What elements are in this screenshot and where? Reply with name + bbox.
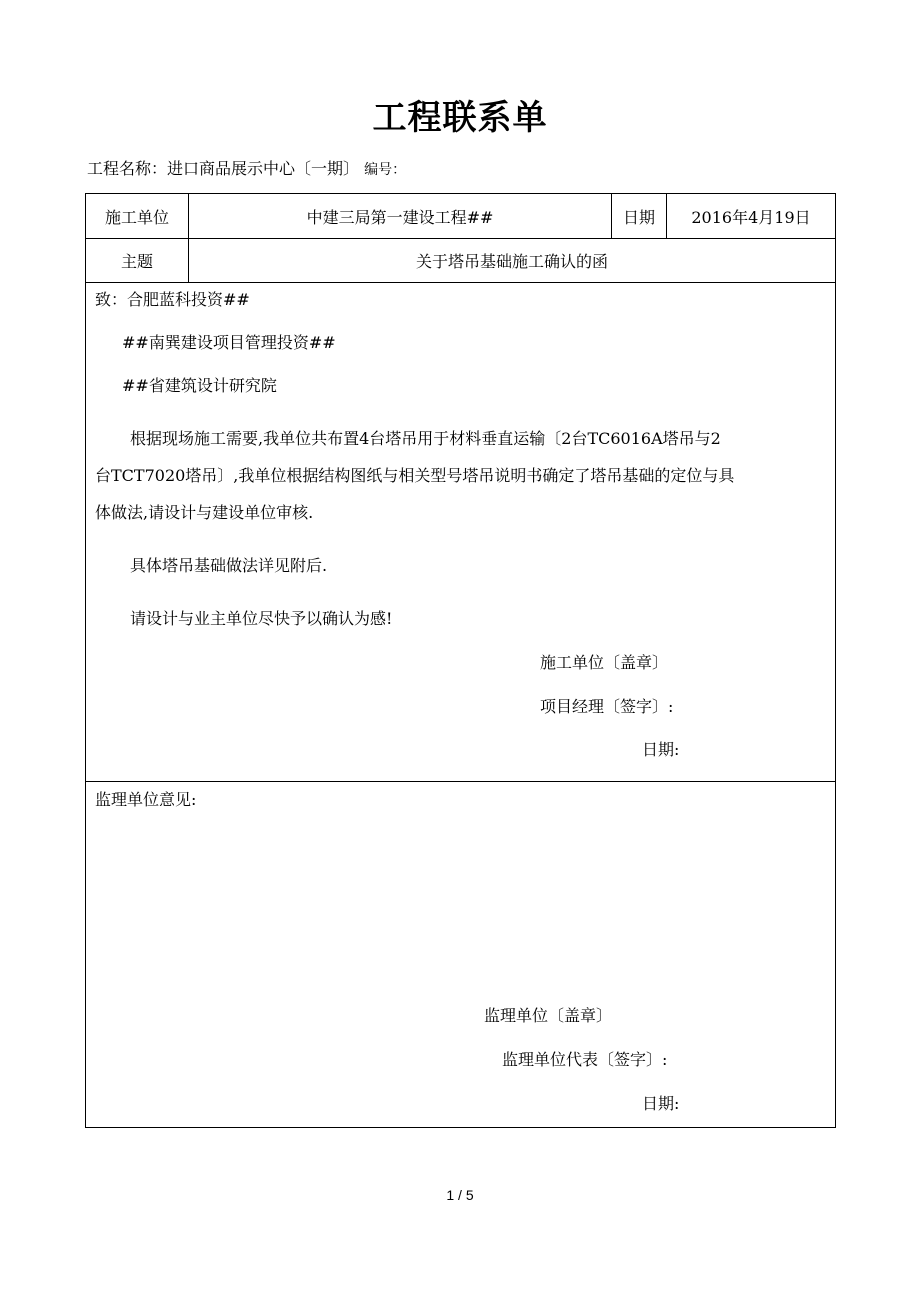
paragraph-1-line-3: 体做法,请设计与建设单位审核. xyxy=(95,503,314,522)
subject-label: 主题 xyxy=(86,239,189,283)
paragraph-3: 请设计与业主单位尽快予以确认为感! xyxy=(130,609,393,628)
construction-unit-seal: 施工单位〔盖章〕 xyxy=(540,653,669,672)
recipient-1: 致：合肥蓝科投资## xyxy=(95,290,250,309)
supervision-opinion xyxy=(86,782,836,1128)
supervision-label: 监理单位意见: xyxy=(95,790,197,809)
document-title: 工程联系单 xyxy=(372,98,548,138)
letter-sign-date: 日期: xyxy=(642,740,680,759)
recipient-3: ##省建筑设计研究院 xyxy=(122,376,277,395)
subject-value: 关于塔吊基础施工确认的函 xyxy=(189,239,836,283)
date-value: 2016年4月19日 xyxy=(667,194,836,239)
project-name: 工程名称：进口商品展示中心〔一期〕 xyxy=(87,159,360,178)
letter-body xyxy=(86,283,836,782)
supervision-representative-signature: 监理单位代表〔签字〕: xyxy=(502,1050,668,1069)
supervision-sign-date: 日期: xyxy=(642,1094,680,1113)
project-manager-signature: 项目经理〔签字〕: xyxy=(540,697,674,716)
contact-form-table xyxy=(85,193,836,1128)
project-name-line xyxy=(87,156,406,179)
construction-unit-label: 施工单位 xyxy=(86,194,189,239)
recipient-2: ##南巽建设项目管理投资## xyxy=(122,333,336,352)
date-label: 日期 xyxy=(612,194,667,239)
paragraph-2: 具体塔吊基础做法详见附后. xyxy=(130,556,328,575)
construction-unit-value: 中建三局第一建设工程## xyxy=(189,194,612,239)
number-label: 编号： xyxy=(364,162,407,178)
paragraph-1-line-1: 根据现场施工需要,我单位共布置4台塔吊用于材料垂直运输〔2台TC6016A塔吊与2 xyxy=(130,429,721,448)
supervision-unit-seal: 监理单位〔盖章〕 xyxy=(484,1006,613,1025)
page-number: 1 / 5 xyxy=(446,1187,474,1203)
paragraph-1-line-2: 台TCT7020塔吊〕,我单位根据结构图纸与相关型号塔吊说明书确定了塔吊基础的定位与具 xyxy=(95,466,735,485)
